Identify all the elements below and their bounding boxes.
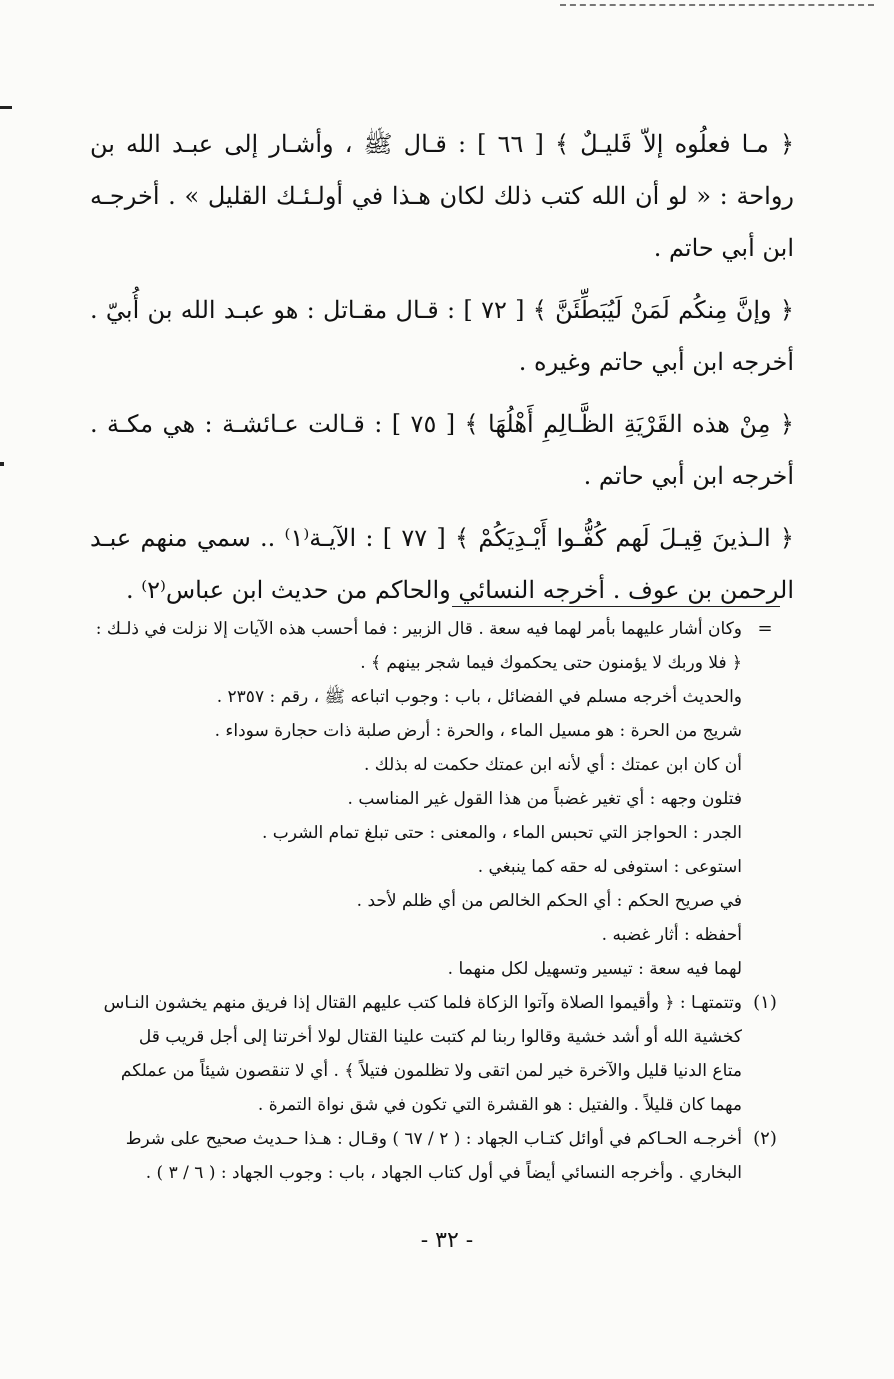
footnotes xyxy=(76,612,788,1190)
left-margin-mark xyxy=(0,106,12,109)
footnote-marker: (٢) xyxy=(753,1128,777,1149)
footnote-line: وكان أشار عليهما بأمر لهما فيه سعة . قال الزبير : فما أحسب هذه الآيات إلا نزلت في ذلـك : xyxy=(95,619,742,639)
footnote-body xyxy=(76,612,742,986)
footnote-separator xyxy=(452,606,780,607)
footnote-line: ﴿ فلا وربك لا يؤمنون حتى يحكموك فيما شجر بينهم ﴾ . xyxy=(360,653,742,673)
footnote-line: أحفظه : أثار غضبه . xyxy=(601,925,742,945)
main-text xyxy=(90,118,794,620)
footnote-line: أخرجـه الحـاكم في أوائل كتـاب الجهاد : ( ٢ / ٦٧ ) وقـال : هـذا حـديث صحيح على شرط xyxy=(125,1129,742,1149)
footnote-line: والحديث أخرجه مسلم في الفضائل ، باب : وجوب اتباعه ﷺ ، رقم : ٢٣٥٧ . xyxy=(216,687,742,707)
page-number: - ٣٢ - xyxy=(420,1228,474,1253)
footnote-2 xyxy=(76,1122,788,1190)
footnote-line: استوعى : استوفى له حقه كما ينبغي . xyxy=(477,857,742,877)
footnote-line: البخاري . وأخرجه النسائي أيضاً في أول كتاب الجهاد ، باب : وجوب الجهاد : ( ٦ / ٣ ) . xyxy=(145,1163,742,1183)
top-dashed-border xyxy=(560,4,874,6)
footnote-line: وتتمتهـا : ﴿ وأقيموا الصلاة وآتوا الزكاة فلما كتب عليهم القتال إذا فريق منهم يخشون النـاس xyxy=(103,993,742,1013)
footnote-marker: (١) xyxy=(753,992,777,1013)
footnote-line: مهما كان قليلاً . والفتيل : هو القشرة التي تكون في شق نواة التمرة . xyxy=(257,1095,742,1115)
footnote-line: أن كان ابن عمتك : أي لأنه ابن عمتك حكمت له بذلك . xyxy=(363,755,742,775)
footnote-line: كخشية الله أو أشد خشية وقالوا ربنا لم كتبت علينا القتال لولا أخرتنا إلى أجل قريب قل xyxy=(138,1027,742,1047)
footnote-body xyxy=(76,1122,742,1190)
footnote-line: شريج من الحرة : هو مسيل الماء ، والحرة : أرض صلبة ذات حجارة سوداء . xyxy=(214,721,742,741)
footnote-marker: = xyxy=(757,618,773,639)
paragraph-verse-72: ﴿ وإنَّ مِنكُم لَمَنْ لَيُبَطِّئَنَّ ﴾ [ ٧٢ ] : قـال مقـاتل : هو عبـد الله بن أُبيّ . أخرجه ابن أبي حاتم وغيره . xyxy=(90,296,794,376)
footnote-body xyxy=(76,986,742,1122)
footnote-1 xyxy=(76,986,788,1122)
footnote-line: لهما فيه سعة : تيسير وتسهيل لكل منهما . xyxy=(447,959,742,979)
footnote-line: فتلون وجهه : أي تغير غضباً من هذا القول غير المناسب . xyxy=(347,789,742,809)
footnote-line: الجدر : الحواجز التي تحبس الماء ، والمعنى : حتى تبلغ تمام الشرب . xyxy=(262,823,742,843)
paragraph-verse-66: ﴿ مـا فعلُوه إلاّ قَليـلٌ ﴾ [ ٦٦ ] : قـال ﷺ ، وأشـار إلى عبـد الله بن رواحة : « لو أن الله كتب ذلك لكان هـذا في أولـئـك القليل » . أخرجـه ابن أبي حاتم . xyxy=(90,130,795,262)
footnote-line: متاع الدنيا قليل والآخرة خير لمن اتقى ولا تظلمون فتيلاً ﴾ . أي لا تنقصون شيئاً من عملكم xyxy=(120,1061,742,1081)
footnote-continuation xyxy=(76,612,788,986)
left-margin-dot xyxy=(0,462,4,466)
paragraph-verse-75: ﴿ مِنْ هذه القَرْيَةِ الظَّـالِمِ أَهْلُهَا ﴾ [ ٧٥ ] : قـالت عـائشـة : هي مكـة . أخرجه ابن أبي حاتم . xyxy=(90,410,794,490)
paragraph-verse-77: ﴿ الـذينَ قِيـلَ لَهم كُفُّـوا أَيْـدِيَكُمْ ﴾ [ ٧٧ ] : الآيـة⁽١⁾ .. سمي منهم عبـد الرحمن بن عوف . أخرجه النسائي والحاكم من حديث ابن عباس⁽٢⁾ . xyxy=(90,524,794,604)
footnote-line: في صريح الحكم : أي الحكم الخالص من أي ظلم لأحد . xyxy=(356,891,742,911)
